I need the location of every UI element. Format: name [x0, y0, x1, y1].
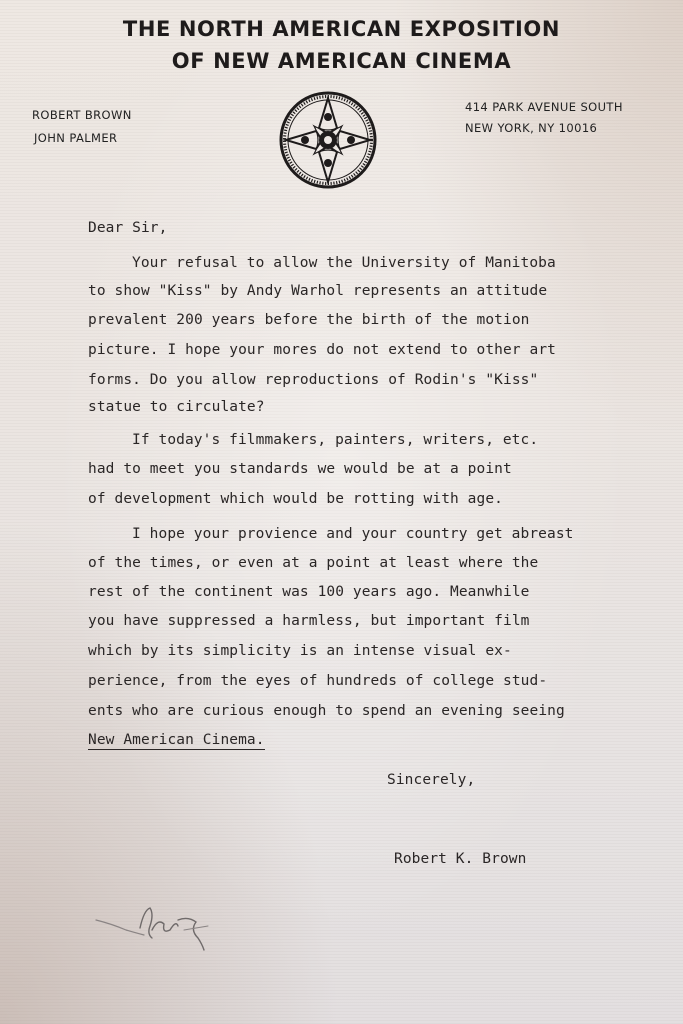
letterhead-address-street: 414 PARK AVENUE SOUTH [465, 100, 623, 114]
letter-line-1: Your refusal to allow the University of Manitoba [132, 255, 556, 271]
letter-line-12: rest of the continent was 100 years ago. Meanwhile [88, 584, 530, 600]
letter-salutation: Dear Sir, [88, 220, 168, 236]
letter-line-3: prevalent 200 years before the birth of the motion [88, 312, 530, 328]
letter-line-9: of development which would be rotting with age. [88, 491, 503, 507]
letter-line-7: If today's filmmakers, painters, writers, etc. [132, 432, 539, 448]
letter-closing: Sincerely, [387, 772, 476, 788]
letter-line-4: picture. I hope your mores do not extend to other art [88, 342, 556, 358]
letter-line-2: to show "Kiss" by Andy Warhol represents an attitude [88, 283, 548, 299]
exposition-emblem-logo [278, 90, 378, 190]
letterhead-title-line-1: THE NORTH AMERICAN EXPOSITION [122, 17, 561, 41]
letter-line-13: you have suppressed a harmless, but important film [88, 613, 530, 629]
letterhead-address-city: NEW YORK, NY 10016 [465, 121, 598, 135]
letter-line-5: forms. Do you allow reproductions of Rodin's "Kiss" [88, 372, 539, 388]
pencil-scribble-mark [92, 900, 222, 955]
letter-signer: Robert K. Brown [394, 851, 527, 867]
letter-line-16: ents who are curious enough to spend an evening seeing [88, 703, 565, 719]
letter-line-8: had to meet you standards we would be at a point [88, 461, 512, 477]
letter-line-15: perience, from the eyes of hundreds of college stud- [88, 673, 548, 689]
letterhead-name-robert-brown: ROBERT BROWN [32, 108, 132, 122]
letter-line-11: of the times, or even at a point at least where the [88, 555, 539, 571]
new-american-cinema-underlined: New American Cinema. [88, 732, 265, 748]
letter-line-6: statue to circulate? [88, 399, 265, 415]
letterhead-name-john-palmer: JOHN PALMER [34, 131, 118, 145]
letter-line-14: which by its simplicity is an intense visual ex- [88, 643, 512, 659]
letter-line-10: I hope your provience and your country get abreast [132, 526, 574, 542]
letterhead-title-line-2: OF NEW AMERICAN CINEMA [171, 49, 512, 73]
letter-line-17 [88, 732, 265, 748]
